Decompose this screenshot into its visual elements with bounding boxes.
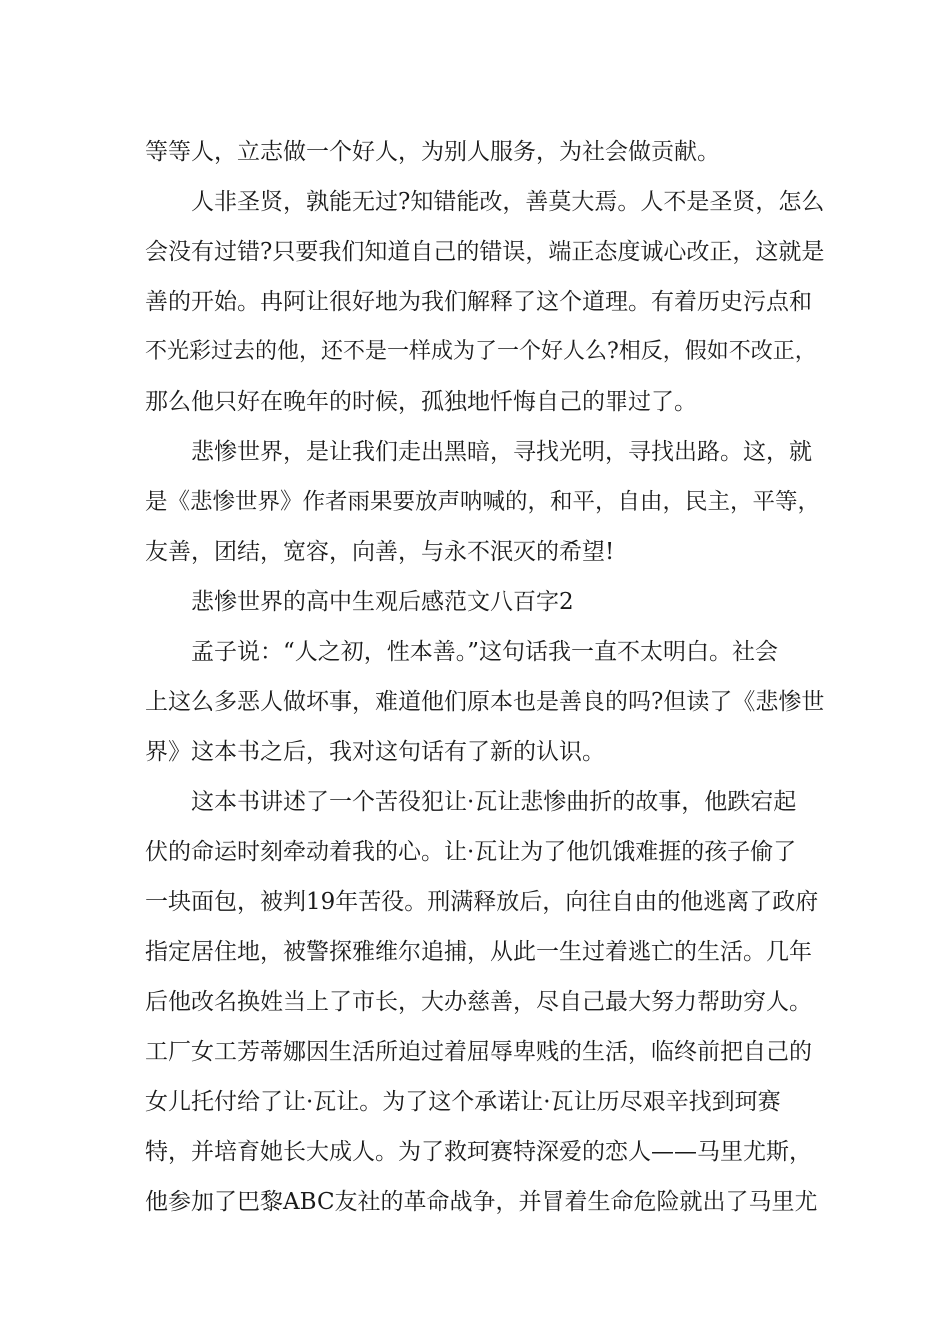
text-line: 女儿托付给了让·瓦让。为了这个承诺让·瓦让历尽艰辛找到珂赛 [145,1089,781,1115]
text-line: 伏的命运时刻牵动着我的心。让·瓦让为了他饥饿难捱的孩子偷了 [145,839,797,865]
text-line: 是《悲惨世界》作者雨果要放声呐喊的，和平，自由，民主，平等， [145,489,821,515]
text-line: 工厂女工芳蒂娜因生活所迫过着屈辱卑贱的生活，临终前把自己的 [145,1039,812,1065]
text-line: 他参加了巴黎ABC友社的革命战争，并冒着生命危险就出了马里尤 [145,1189,818,1215]
paragraph-start: 人非圣贤，孰能无过?知错能改，善莫大焉。人不是圣贤，怎么 [191,189,825,215]
text-line: 界》这本书之后，我对这句话有了新的认识。 [145,739,605,765]
text-line: 等等人，立志做一个好人，为别人服务，为社会做贡献。 [145,139,720,165]
text-line: 那么他只好在晚年的时候，孤独地忏悔自己的罪过了。 [145,389,697,415]
paragraph-start: 孟子说：“人之初，性本善。”这句话我一直不太明白。社会 [191,639,779,665]
text-line: 特，并培育她长大成人。为了救珂赛特深爱的恋人——马里尤斯， [145,1139,812,1165]
text-line: 一块面包，被判19年苦役。刑满释放后，向往自由的他逃离了政府 [145,889,819,915]
text-line: 会没有过错?只要我们知道自己的错误，端正态度诚心改正，这就是 [145,239,825,265]
text-line: 后他改名换姓当上了市长，大办慈善，尽自己最大努力帮助穷人。 [145,989,812,1015]
text-line: 不光彩过去的他，还不是一样成为了一个好人么?相反，假如不改正， [145,339,817,364]
text-line: 友善，团结，宽容，向善，与永不泯灭的希望! [145,539,615,565]
text-line: 上这么多恶人做坏事，难道他们原本也是善良的吗?但读了《悲惨世 [145,689,825,715]
paragraph-start: 这本书讲述了一个苦役犯让·瓦让悲惨曲折的故事，他跌宕起 [191,789,797,815]
section-heading: 悲惨世界的高中生观后感范文八百字2 [191,589,574,615]
text-line: 善的开始。冉阿让很好地为我们解释了这个道理。有着历史污点和 [145,289,812,315]
paragraph-start: 悲惨世界，是让我们走出黑暗，寻找光明，寻找出路。这，就 [191,439,812,465]
text-line: 指定居住地，被警探雅维尔追捕，从此一生过着逃亡的生活。几年 [145,939,812,965]
